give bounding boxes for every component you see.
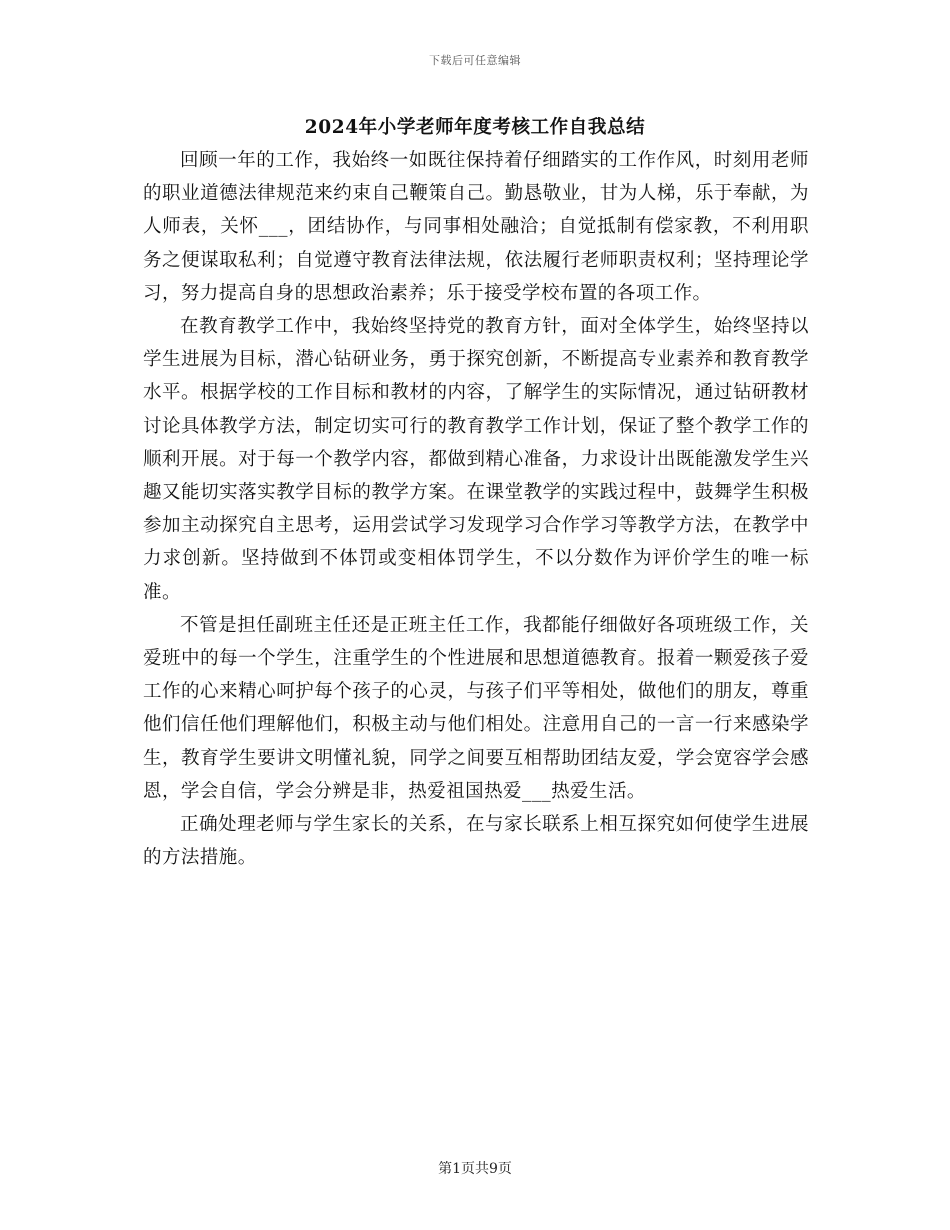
paragraph-1: 回顾一年的工作，我始终一如既往保持着仔细踏实的工作作风，时刻用老师的职业道德法律规范来约束自己鞭策自己。勤恳敬业，甘为人梯，乐于奉献，为人师表，关怀___，团结协作，与同事相处融洽；自觉抵制有偿家教，不利用职务之便谋取私利；自觉遵守教育法律法规，依法履行老师职责权利；坚持理论学习，努力提高自身的思想政治素养；乐于接受学校布置的各项工作。 bbox=[143, 150, 809, 304]
document-title: 2024年小学老师年度考核工作自我总结 bbox=[304, 117, 646, 138]
document-body bbox=[143, 144, 809, 874]
paragraph-3: 不管是担任副班主任还是正班主任工作，我都能仔细做好各项班级工作，关爱班中的每一个学生，注重学生的个性进展和思想道德教育。报着一颗爱孩子爱工作的心来精心呵护每个孩子的心灵，与孩子们平等相处，做他们的朋友，尊重他们信任他们理解他们，积极主动与他们相处。注意用自己的一言一行来感染学生，教育学生要讲文明懂礼貌，同学之间要互相帮助团结友爱，学会宽容学会感恩，学会自信，学会分辨是非，热爱祖国热爱___热爱生活。 bbox=[143, 614, 809, 802]
paragraph-4: 正确处理老师与学生家长的关系，在与家长联系上相互探究如何使学生进展的方法措施。 bbox=[143, 814, 809, 869]
page-number: 第1页共9页 bbox=[438, 1161, 512, 1177]
page-header-note: 下载后可任意编辑 bbox=[429, 54, 521, 67]
paragraph-2: 在教育教学工作中，我始终坚持党的教育方针，面对全体学生，始终坚持以学生进展为目标，潜心钻研业务，勇于探究创新，不断提高专业素养和教育教学水平。根据学校的工作目标和教材的内容，了解学生的实际情况，通过钻研教材讨论具体教学方法，制定切实可行的教育教学工作计划，保证了整个教学工作的顺利开展。对于每一个教学内容，都做到精心准备，力求设计出既能激发学生兴趣又能切实落实教学目标的教学方案。在课堂教学的实践过程中，鼓舞学生积极参加主动探究自主思考，运用尝试学习发现学习合作学习等教学方法，在教学中力求创新。坚持做到不体罚或变相体罚学生，不以分数作为评价学生的唯一标准。 bbox=[143, 316, 809, 603]
